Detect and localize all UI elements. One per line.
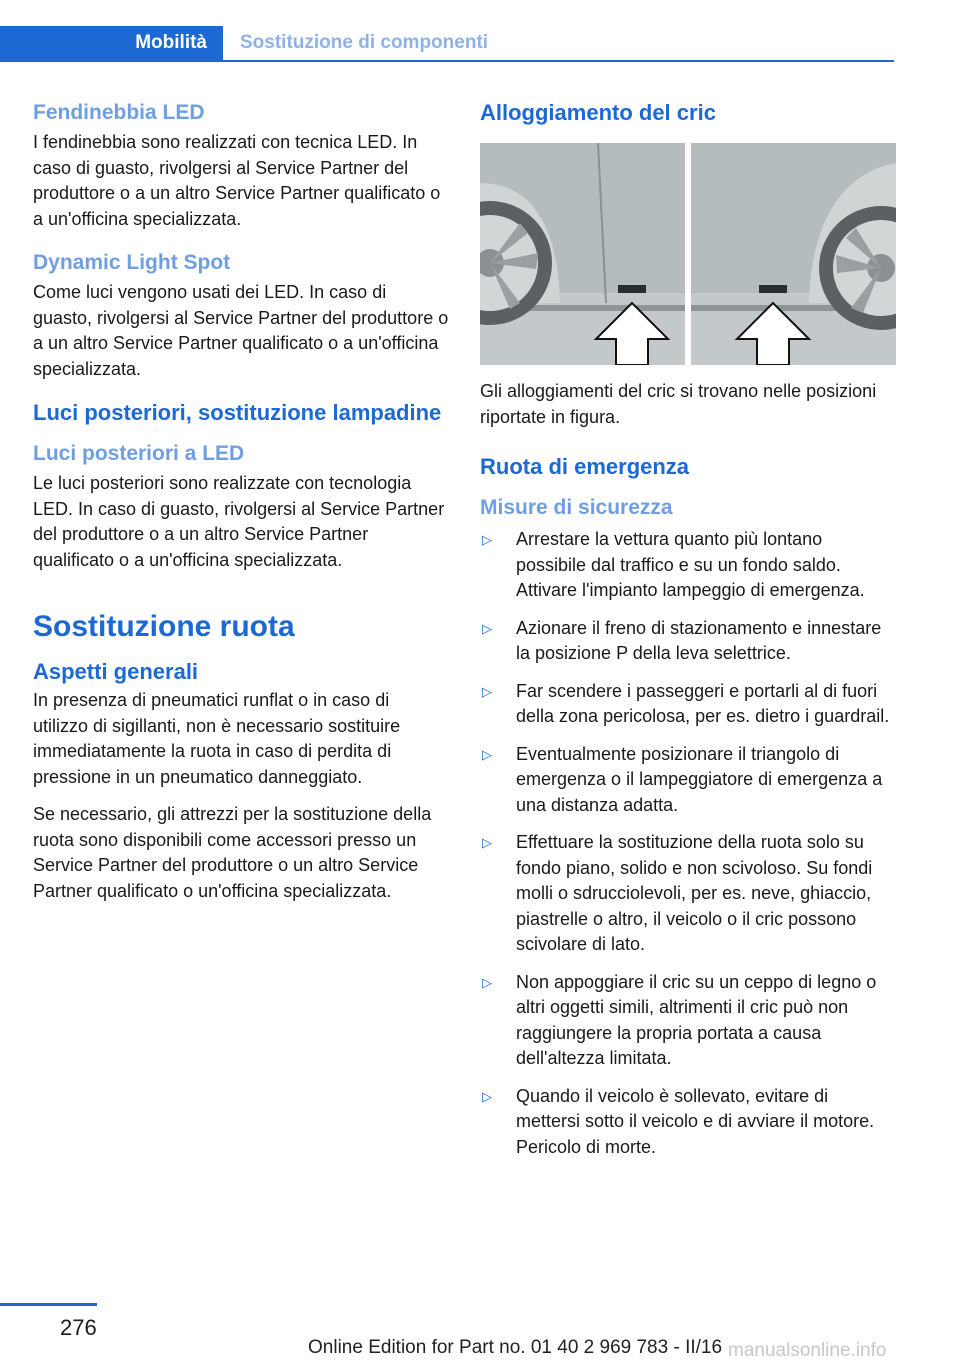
- list-item-text: Eventualmente posizionare il triangolo di emergenza o il lampeggiatore di emergenza a una distanza adatta.: [516, 743, 883, 815]
- list-item-text: Far scendere i passeggeri e portarli al di fuori della zona pericolosa, per es. dietro i guardrail.: [516, 680, 890, 726]
- list-item-text: Quando il veicolo è sollevato, evitare di mettersi sotto il veicolo e di avviare il motore. Pericolo di morte.: [516, 1085, 875, 1157]
- list-item: [480, 830, 896, 958]
- list-item-text: Azionare il freno di stazionamento e innestare la posizione P della leva selettrice.: [516, 617, 882, 663]
- list-item: [480, 1084, 896, 1161]
- general-text-runflat: In presenza di pneumatici runflat o in caso di utilizzo di sigillanti, non è necessario sostituire immediatamente la ruota in caso di perdita di pressione in un pneumatico danneggiato.: [33, 690, 401, 787]
- bullet-triangle-icon: ▷: [482, 620, 492, 636]
- list-item: [480, 527, 896, 604]
- dynamic-light-spot-title: Dynamic Light Spot: [33, 251, 231, 274]
- list-item-text: Non appoggiare il cric su un ceppo di legno o altri oggetti simili, altrimenti il cric può non raggiungere la propria portata a causa dell'altezza limitata.: [516, 971, 877, 1068]
- list-item-text: Effettuare la sostituzione della ruota solo su fondo piano, solido e non scivoloso. Su fondi molli o sdrucciolevoli, per es. neve, ghiaccio, piastrelle o altro, il veicolo o il cric possono scivolare di lato.: [516, 832, 873, 954]
- edition-note: Online Edition for Part no. 01 40 2 969 783 - II/16: [308, 1337, 723, 1358]
- list-item: [480, 679, 896, 730]
- page-number: 276: [60, 1315, 97, 1340]
- section-tab: Mobilità: [0, 26, 223, 60]
- dynamic-light-spot-text: Come luci vengono usati dei LED. In caso di guasto, rivolgersi al Service Partner del produttore o a un altro Service Partner qualificato o a un'officina specializzata.: [33, 282, 449, 379]
- chapter-tab: Sostituzione di componenti: [240, 32, 489, 53]
- watermark: manualsonline.info: [728, 1340, 887, 1361]
- list-item: [480, 742, 896, 819]
- fog-lights-title: Fendinebbia LED: [33, 101, 205, 124]
- rear-lights-section-title: Luci posteriori, sostituzione lampadine: [33, 400, 442, 425]
- emergency-wheel-section-title: Ruota di emergenza: [480, 454, 690, 479]
- list-item: [480, 970, 896, 1072]
- safety-measures-list: [480, 527, 896, 1160]
- bullet-triangle-icon: ▷: [482, 532, 492, 547]
- bullet-triangle-icon: ▷: [482, 683, 492, 699]
- list-item-text: Arrestare la vettura quanto più lontano possibile dal traffico e su un fondo saldo. Attivare l'impianto lampeggio di emergenza.: [516, 529, 865, 600]
- footer-accent-line: [0, 1303, 97, 1306]
- bullet-triangle-icon: ▷: [482, 1088, 492, 1104]
- rear-led-title: Luci posteriori a LED: [33, 442, 245, 465]
- general-aspects-title: Aspetti generali: [33, 659, 199, 684]
- fog-lights-text: I fendinebbia sono realizzati con tecnica LED. In caso di guasto, rivolgersi al Service Partner del produttore o a un altro Service Partner qualificato o a un'officina specializzata.: [33, 132, 441, 229]
- bullet-triangle-icon: ▷: [482, 746, 492, 762]
- wheel-change-chapter-title: Sostituzione ruota: [33, 610, 295, 643]
- general-text-tools: Se necessario, gli attrezzi per la sostituzione della ruota sono disponibili come accessori presso un Service Partner del produttore o un altro Service Partner qualificato o un'officina specializzata.: [33, 804, 432, 901]
- bullet-triangle-icon: ▷: [482, 835, 492, 850]
- right-column: [480, 100, 896, 1172]
- list-item: [480, 616, 896, 667]
- left-column: [33, 100, 449, 916]
- jack-point-front-image: [480, 143, 685, 365]
- jack-points-figure: [480, 143, 896, 365]
- bullet-triangle-icon: ▷: [482, 974, 492, 990]
- rear-led-text: Le luci posteriori sono realizzate con tecnologia LED. In caso di guasto, rivolgersi al Service Partner del produttore o a un altro Service Partner qualificato o a un'officina specializzata.: [33, 473, 445, 570]
- jack-points-section-title: Alloggiamento del cric: [480, 100, 716, 125]
- page-header: [0, 26, 894, 62]
- jack-point-rear-image: [691, 143, 896, 365]
- safety-measures-title: Misure di sicurezza: [480, 496, 673, 519]
- jack-points-caption: Gli alloggiamenti del cric si trovano nelle posizioni riportate in figura.: [480, 381, 877, 427]
